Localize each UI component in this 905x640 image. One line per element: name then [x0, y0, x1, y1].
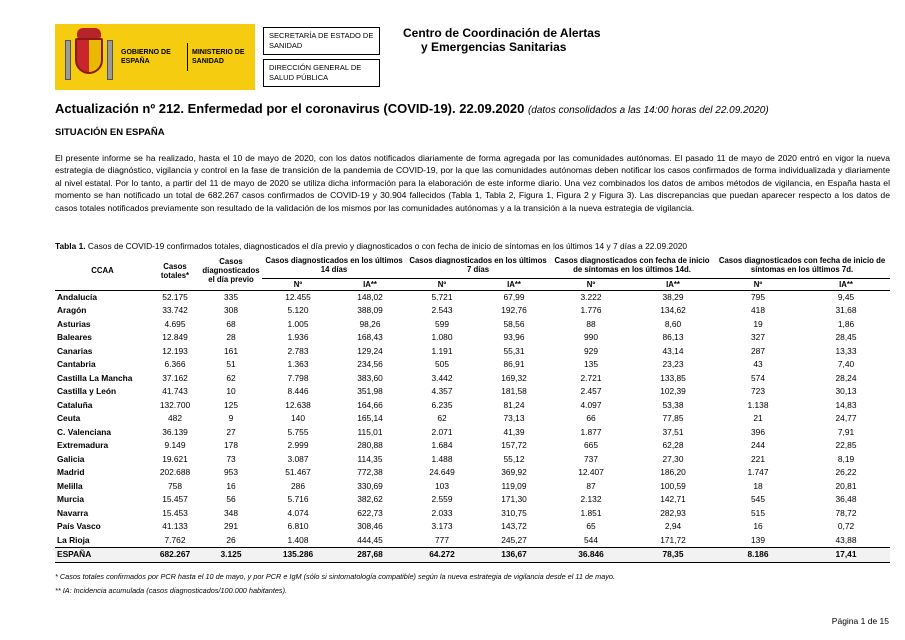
value-cell: 622,73: [357, 507, 383, 518]
value-cell: 5.721: [431, 291, 453, 302]
value-cell: 27: [226, 426, 236, 437]
value-cell: 18: [753, 480, 763, 491]
ccaa-cell: Murcia: [57, 494, 84, 504]
value-cell: 56: [226, 494, 236, 504]
value-cell: 3.222: [580, 291, 602, 302]
value-cell: 1.005: [287, 318, 309, 329]
value-cell: 17,41: [835, 549, 857, 559]
header-ia: IA**: [839, 279, 853, 289]
cases-table: [55, 252, 890, 563]
value-cell: 665: [584, 440, 598, 450]
table-row: [55, 520, 890, 534]
value-cell: 22,85: [835, 440, 857, 450]
table-row: [55, 358, 890, 372]
value-cell: 119,09: [501, 480, 527, 491]
centro-line-1: Centro de Coordinación de Alertas: [403, 26, 601, 40]
value-cell: 310,75: [501, 507, 527, 518]
value-cell: 178: [224, 440, 238, 450]
value-cell: 1.080: [431, 332, 453, 342]
centro-line-2: y Emergencias Sanitarias: [421, 40, 567, 54]
value-cell: 15.453: [162, 507, 188, 518]
value-cell: 369,92: [501, 467, 527, 477]
value-cell: 1.684: [431, 440, 453, 450]
value-cell: 2,94: [664, 521, 682, 531]
ccaa-cell: Extremadura: [57, 440, 109, 450]
value-cell: 15.457: [162, 494, 188, 504]
value-cell: 6.235: [431, 399, 453, 410]
ccaa-cell: Ceuta: [57, 413, 81, 423]
ccaa-cell: Canarias: [57, 345, 93, 356]
value-cell: 282,93: [660, 507, 686, 518]
value-cell: 142,71: [660, 494, 686, 504]
secretaria-box: SECRETARÍA DE ESTADO DE SANIDAD: [263, 27, 380, 55]
value-cell: 777: [435, 534, 449, 545]
value-cell: 24.649: [429, 467, 455, 477]
header-14dias: Casos diagnosticados en los últimos 14 días: [262, 252, 406, 278]
value-cell: 66: [586, 413, 596, 423]
value-cell: 62: [226, 372, 236, 383]
value-cell: 348: [224, 507, 238, 518]
header-n: Nº: [586, 279, 596, 289]
intro-paragraph: El presente informe se ha realizado, hasta el 10 de mayo de 2020, con los datos notificados diariamente de forma agregada por las comunidades autónomas. El pasado 11 de mayo de 2020 entró en vigor la nueva estrategia de diagnóstico, vigilancia y control en la fase de transición de la pandemia de COVID-19, por la que las comunidades autónomas deben notificar los casos confirmados de forma individualizada y diariamente al nivel estatal. Por lo tanto, a partir del 11 de mayo de 2020 se utiliza dicha información para la elaboración de este informe diario. Una vez combinados los datos de ambos métodos de vigilancia, en España hasta el momento se han notificado un total de 682.267 casos confirmados de COVID-19 y 30.904 fallecidos (Tabla 1, Tabla 2, Figura 1, Figura 2 y Figura 3). Las discrepancias que puedan aparecer respecto a los datos de casos totales notificados previamente son resultado de la validación de los mismos por las comunidades autónomas y a la transición a la nueva estrategia de vigilancia.: [55, 153, 890, 213]
value-cell: 171,30: [501, 494, 527, 504]
value-cell: 4.357: [431, 386, 453, 396]
table-total-row: [55, 548, 890, 563]
value-cell: 9,45: [837, 291, 855, 302]
footnote-1: * Casos totales confirmados por PCR hasta el 10 de mayo, y por PCR e IgM (sólo si sintomatología compatible) según la nueva estrategia de vigilancia desde el 11 de mayo.: [55, 572, 615, 581]
value-cell: 135.286: [282, 549, 314, 559]
value-cell: 723: [751, 386, 765, 396]
value-cell: 16: [226, 480, 236, 491]
ccaa-cell: Castilla y León: [57, 386, 117, 396]
value-cell: 186,20: [660, 467, 686, 477]
table-caption: [55, 241, 687, 251]
value-cell: 287,68: [357, 549, 383, 559]
value-cell: 308,46: [357, 521, 383, 531]
value-cell: 4.097: [580, 399, 602, 410]
ccaa-cell: Galicia: [57, 453, 85, 464]
value-cell: 169,32: [501, 372, 527, 383]
value-cell: 9.149: [164, 440, 186, 450]
value-cell: 2.721: [580, 372, 602, 383]
value-cell: 245,27: [501, 534, 527, 545]
header-ia: IA**: [666, 279, 680, 289]
value-cell: 73: [226, 453, 236, 464]
value-cell: 129,24: [357, 345, 383, 356]
value-cell: 62: [437, 413, 447, 423]
table-row: [55, 534, 890, 548]
table-row: [55, 480, 890, 494]
value-cell: 23,23: [662, 359, 684, 369]
value-cell: 0,72: [837, 521, 855, 531]
value-cell: 87: [586, 480, 596, 491]
value-cell: 234,56: [357, 359, 383, 369]
value-cell: 134,62: [660, 305, 686, 315]
value-cell: 157,72: [501, 440, 527, 450]
value-cell: 102,39: [660, 386, 686, 396]
report-title: [55, 101, 769, 116]
value-cell: 221: [751, 453, 765, 464]
ccaa-cell: Andalucía: [57, 291, 98, 302]
value-cell: 3.125: [220, 549, 242, 559]
value-cell: 88: [586, 318, 596, 329]
value-cell: 8.446: [287, 386, 309, 396]
table-caption-label: Tabla 1.: [55, 241, 86, 251]
value-cell: 1.488: [431, 453, 453, 464]
value-cell: 2.132: [580, 494, 602, 504]
value-cell: 24,77: [835, 413, 857, 423]
direccion-box: DIRECCIÓN GENERAL DE SALUD PÚBLICA: [263, 59, 380, 87]
value-cell: 3.173: [431, 521, 453, 531]
table-row: [55, 372, 890, 386]
value-cell: 5.716: [287, 494, 309, 504]
value-cell: 2.457: [580, 386, 602, 396]
gov-label: GOBIERNO DE ESPAÑA: [121, 49, 171, 65]
value-cell: 21: [753, 413, 763, 423]
value-cell: 164,66: [357, 399, 383, 410]
table-row: [55, 290, 890, 304]
value-cell: 2.543: [431, 305, 453, 315]
value-cell: 2.071: [431, 426, 453, 437]
document-header: [55, 24, 875, 90]
value-cell: 929: [584, 345, 598, 356]
value-cell: 1.408: [287, 534, 309, 545]
table-row: [55, 304, 890, 318]
value-cell: 388,09: [357, 305, 383, 315]
value-cell: 335: [224, 291, 238, 302]
value-cell: 27,30: [662, 453, 684, 464]
value-cell: 286: [291, 480, 305, 491]
value-cell: 795: [751, 291, 765, 302]
header-sintomas-7d: Casos diagnosticados con fecha de inicio de síntomas en los últimos 7d.: [714, 252, 890, 278]
value-cell: 280,88: [357, 440, 383, 450]
value-cell: 133,85: [660, 372, 686, 383]
value-cell: 1.138: [747, 399, 769, 410]
table-row: [55, 507, 890, 521]
value-cell: 545: [751, 494, 765, 504]
value-cell: 100,59: [660, 480, 686, 491]
value-cell: 291: [224, 521, 238, 531]
ccaa-cell: Cataluña: [57, 399, 93, 410]
value-cell: 36,48: [835, 494, 857, 504]
value-cell: 41.743: [162, 386, 188, 396]
header-totales: Casos totales*: [160, 261, 190, 280]
value-cell: 171,72: [660, 534, 686, 545]
value-cell: 98,26: [359, 318, 381, 329]
value-cell: 758: [168, 480, 182, 491]
value-cell: 4.074: [287, 507, 309, 518]
value-cell: 148,02: [357, 291, 383, 302]
value-cell: 772,38: [357, 467, 383, 477]
value-cell: 78,72: [835, 507, 857, 518]
value-cell: 132.700: [159, 399, 191, 410]
header-n: Nº: [753, 279, 763, 289]
value-cell: 1.776: [580, 305, 602, 315]
value-cell: 86,91: [503, 359, 525, 369]
table-row: [55, 412, 890, 426]
report-title-main: Actualización nº 212. Enfermedad por el coronavirus (COVID-19). 22.09.2020: [55, 101, 525, 116]
value-cell: 327: [751, 332, 765, 342]
value-cell: 12.455: [285, 291, 311, 302]
ccaa-cell: Madrid: [57, 467, 85, 477]
header-sintomas-14d: Casos diagnosticados con fecha de inicio de síntomas en los últimos 14d.: [550, 252, 714, 278]
value-cell: 351,98: [357, 386, 383, 396]
value-cell: 3.442: [431, 372, 453, 383]
table-row: [55, 439, 890, 453]
value-cell: 8.186: [747, 549, 769, 559]
value-cell: 41,39: [503, 426, 525, 437]
value-cell: 67,99: [503, 291, 525, 302]
value-cell: 31,68: [835, 305, 857, 315]
header-n: Nº: [437, 279, 447, 289]
value-cell: 81,24: [503, 399, 525, 410]
table-row: [55, 466, 890, 480]
value-cell: 13,33: [835, 345, 857, 356]
table-row: [55, 385, 890, 399]
value-cell: 28,45: [835, 332, 857, 342]
value-cell: 5.120: [287, 305, 309, 315]
value-cell: 382,62: [357, 494, 383, 504]
table-row: [55, 318, 890, 332]
value-cell: 93,96: [503, 332, 525, 342]
header-7dias: Casos diagnosticados en los últimos 7 días: [406, 252, 550, 278]
header-ia: IA**: [507, 279, 521, 289]
header-ia: IA**: [363, 279, 377, 289]
ccaa-cell: Aragón: [57, 305, 87, 315]
value-cell: 36.139: [162, 426, 188, 437]
value-cell: 58,56: [503, 318, 525, 329]
ccaa-cell: Castilla La Mancha: [57, 372, 133, 383]
value-cell: 574: [751, 372, 765, 383]
ccaa-cell: Navarra: [57, 507, 89, 518]
value-cell: 165,14: [357, 413, 383, 423]
value-cell: 139: [751, 534, 765, 545]
value-cell: 202.688: [159, 467, 191, 477]
ccaa-cell: Asturias: [57, 318, 91, 329]
value-cell: 418: [751, 305, 765, 315]
value-cell: 19.621: [162, 453, 188, 464]
table-row: [55, 331, 890, 345]
value-cell: 7.798: [287, 372, 309, 383]
table-row: [55, 399, 890, 413]
ccaa-cell: Baleares: [57, 332, 92, 342]
value-cell: 143,72: [501, 521, 527, 531]
value-cell: 73,13: [503, 413, 525, 423]
value-cell: 64.272: [429, 549, 455, 559]
value-cell: 8,19: [837, 453, 855, 464]
value-cell: 51: [226, 359, 236, 369]
report-title-note: (datos consolidados a las 14:00 horas del 22.09.2020): [527, 105, 769, 116]
value-cell: 244: [751, 440, 765, 450]
government-logo: [55, 24, 255, 90]
value-cell: 136,67: [501, 549, 527, 559]
value-cell: 19: [753, 318, 763, 329]
value-cell: 168,43: [357, 332, 383, 342]
value-cell: 7,91: [837, 426, 855, 437]
table-row: [55, 345, 890, 359]
value-cell: 10: [226, 386, 236, 396]
value-cell: 953: [224, 467, 238, 477]
value-cell: 287: [751, 345, 765, 356]
value-cell: 43: [753, 359, 763, 369]
value-cell: 12.193: [162, 345, 188, 356]
value-cell: 505: [435, 359, 449, 369]
ccaa-cell: País Vasco: [57, 521, 101, 531]
value-cell: 26,22: [835, 467, 857, 477]
value-cell: 12.407: [578, 467, 604, 477]
value-cell: 396: [751, 426, 765, 437]
value-cell: 43,14: [662, 345, 684, 356]
coat-of-arms-icon: [65, 28, 113, 86]
value-cell: 30,13: [835, 386, 857, 396]
value-cell: 682.267: [159, 549, 191, 559]
value-cell: 37,51: [662, 426, 684, 437]
value-cell: 36.846: [578, 549, 604, 559]
value-cell: 1.877: [580, 426, 602, 437]
ministry-label: MINISTERIO DE SANIDAD: [192, 49, 245, 65]
value-cell: 737: [584, 453, 598, 464]
table-row: [55, 426, 890, 440]
value-cell: 33.742: [162, 305, 188, 315]
value-cell: 1.851: [580, 507, 602, 518]
value-cell: 55,31: [503, 345, 525, 356]
value-cell: 114,35: [357, 453, 383, 464]
value-cell: 330,69: [357, 480, 383, 491]
value-cell: 125: [224, 399, 238, 410]
value-cell: 5.755: [287, 426, 309, 437]
value-cell: 4.695: [164, 318, 186, 329]
value-cell: 161: [224, 345, 238, 356]
value-cell: 1.936: [287, 332, 309, 342]
value-cell: 2.033: [431, 507, 453, 518]
value-cell: 26: [226, 534, 236, 545]
value-cell: 3.087: [287, 453, 309, 464]
value-cell: 78,35: [662, 549, 684, 559]
value-cell: 8,60: [664, 318, 682, 329]
value-cell: 41.133: [162, 521, 188, 531]
header-previo: Casos diagnosticados el día previo: [202, 257, 260, 285]
ccaa-cell: Melilla: [57, 480, 83, 491]
value-cell: 1,86: [837, 318, 855, 329]
value-cell: 53,38: [662, 399, 684, 410]
value-cell: 20,81: [835, 480, 857, 491]
value-cell: 192,76: [501, 305, 527, 315]
value-cell: 2.783: [287, 345, 309, 356]
value-cell: 1.747: [747, 467, 769, 477]
value-cell: 115,01: [357, 426, 383, 437]
value-cell: 544: [584, 534, 598, 545]
value-cell: 28,24: [835, 372, 857, 383]
value-cell: 9: [228, 413, 234, 423]
value-cell: 1.191: [431, 345, 453, 356]
value-cell: 599: [435, 318, 449, 329]
value-cell: 55,12: [503, 453, 525, 464]
value-cell: 12.849: [162, 332, 188, 342]
header-n: Nº: [293, 279, 303, 289]
value-cell: 86,13: [662, 332, 684, 342]
value-cell: 65: [586, 521, 596, 531]
value-cell: 77,85: [662, 413, 684, 423]
header-ccaa: CCAA: [91, 266, 114, 276]
value-cell: 16: [753, 521, 763, 531]
value-cell: 2.559: [431, 494, 453, 504]
value-cell: 52.175: [162, 291, 188, 302]
section-heading: SITUACIÓN EN ESPAÑA: [55, 127, 165, 138]
ccaa-cell: ESPAÑA: [57, 549, 92, 559]
ccaa-cell: La Rioja: [57, 534, 90, 545]
value-cell: 68: [226, 318, 236, 329]
value-cell: 37.162: [162, 372, 188, 383]
value-cell: 43,88: [835, 534, 857, 545]
value-cell: 135: [584, 359, 598, 369]
value-cell: 6.810: [287, 521, 309, 531]
value-cell: 1.363: [287, 359, 309, 369]
value-cell: 2.999: [287, 440, 309, 450]
value-cell: 38,29: [662, 291, 684, 302]
page-number: Página 1 de 15: [831, 616, 889, 626]
value-cell: 444,45: [357, 534, 383, 545]
value-cell: 482: [168, 413, 182, 423]
value-cell: 62,28: [662, 440, 684, 450]
ccaa-cell: C. Valenciana: [57, 426, 111, 437]
value-cell: 12.638: [285, 399, 311, 410]
value-cell: 7,40: [837, 359, 855, 369]
value-cell: 51.467: [285, 467, 311, 477]
value-cell: 14,83: [835, 399, 857, 410]
value-cell: 103: [435, 480, 449, 491]
value-cell: 28: [226, 332, 236, 342]
table-row: [55, 493, 890, 507]
value-cell: 6.366: [164, 359, 186, 369]
value-cell: 140: [291, 413, 305, 423]
value-cell: 308: [224, 305, 238, 315]
value-cell: 7.762: [164, 534, 186, 545]
table-row: [55, 453, 890, 467]
table-caption-text: Casos de COVID-19 confirmados totales, diagnosticados el día previo y diagnosticados o con fecha de inicio de síntomas en los últimos 14 y 7 días a 22.09.2020: [85, 241, 688, 251]
ccaa-cell: Cantabria: [57, 359, 96, 369]
value-cell: 383,60: [357, 372, 383, 383]
footnote-2: ** IA: Incidencia acumulada (casos diagnosticados/100.000 habitantes).: [55, 586, 288, 595]
centro-title: [403, 26, 601, 54]
value-cell: 990: [584, 332, 598, 342]
value-cell: 515: [751, 507, 765, 518]
value-cell: 181,58: [501, 386, 527, 396]
